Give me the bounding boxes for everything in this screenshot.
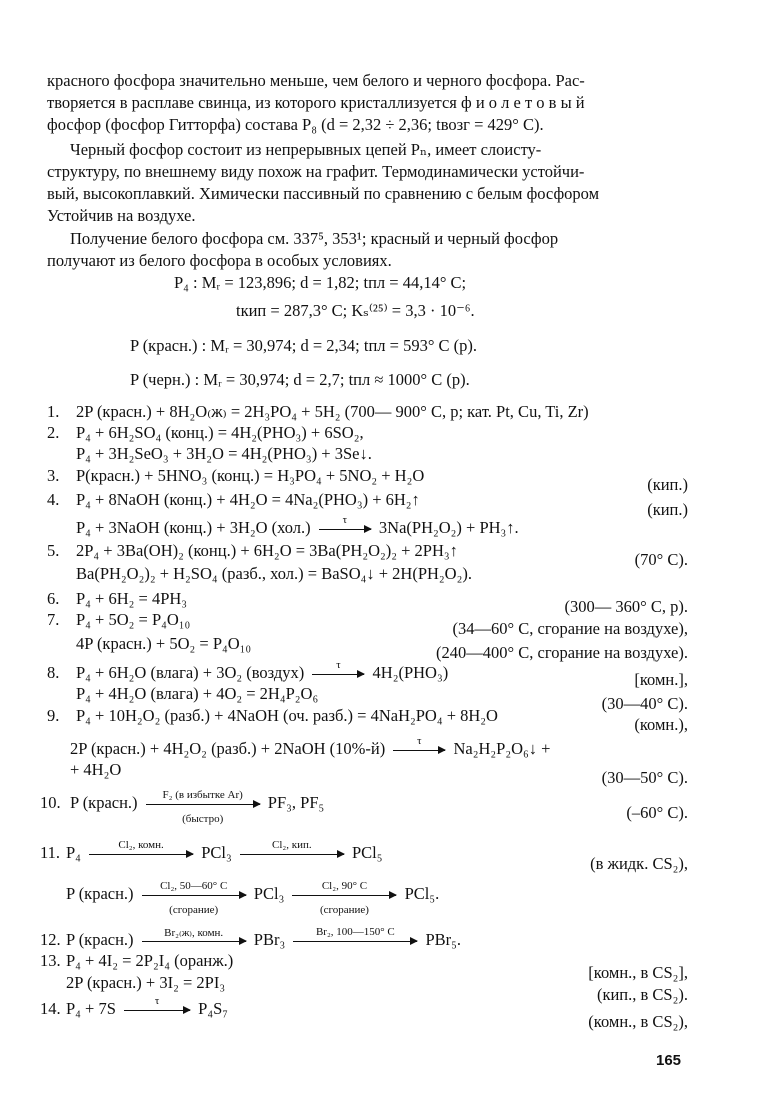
- reaction-number: 13.: [40, 951, 61, 970]
- reaction-9c-condition: (30—50° C).: [601, 768, 688, 787]
- reaction-5b: Ba(PH₂O₂)₂ + H₂SO₄ (разб., хол.) = BaSO₄↓ + 2H(PH₂O₂).: [76, 564, 472, 583]
- properties-black: P (черн.) : Mᵣ = 30,974; d = 2,7; tпл ≈ 1000° C (p).: [130, 370, 470, 389]
- reaction-6-condition: (300— 360° C, p).: [564, 597, 688, 616]
- reaction-6: P₄ + 6H₂ = 4PH₃: [76, 589, 188, 608]
- reaction-7a-condition: (34—60° C, сгорание на воздухе),: [452, 619, 688, 638]
- reaction-arrow: Cl₂, комн.: [89, 854, 193, 855]
- reaction-13a-condition: [комн., в CS₂],: [588, 963, 688, 982]
- reaction-arrow: τ: [319, 529, 371, 530]
- reaction-number: 2.: [47, 423, 60, 442]
- reaction-10-condition: (–60° C).: [626, 803, 688, 822]
- reaction-4a: P₄ + 8NaOH (конц.) + 4H₂O = 4Na₂(PHO₃) + 6H₂↑: [76, 490, 420, 509]
- reaction-10: P (красн.) F₂ (в избытке Ar) (быстро) PF₃, PF₅: [70, 788, 325, 825]
- reaction-5a: 2P₄ + 3Ba(OH)₂ (конц.) + 6H₂O = 3Ba(PH₂O₂)₂ + 2PH₃↑: [76, 541, 458, 560]
- reaction-arrow: Cl₂, кип.: [240, 854, 344, 855]
- reaction-8a-condition: [комн.],: [634, 670, 688, 689]
- reaction-number: 9.: [47, 706, 60, 725]
- reaction-11a-condition: (в жидк. CS₂),: [590, 854, 688, 873]
- reaction-1: 2P (красн.) + 8H₂O₍ж₎ = 2H₃PO₄ + 5H₂ (700— 900° C, p; кат. Pt, Cu, Ti, Zr): [76, 402, 589, 421]
- reaction-11b: P (красн.) Cl₂, 50—60° C (сгорание) PCl₃ Cl₂, 90° C (сгорание) PCl₅.: [66, 879, 440, 916]
- reaction-14-condition: (комн., в CS₂),: [588, 1012, 688, 1031]
- paragraph-line: фосфор (фосфор Гитторфа) состава P₈ (d = 2,32 ÷ 2,36; tвозг = 429° C).: [47, 115, 544, 134]
- reaction-13b: 2P (красн.) + 3I₂ = 2PI₃: [66, 973, 226, 992]
- reaction-number: 12.: [40, 930, 61, 949]
- reaction-number: 4.: [47, 490, 60, 509]
- paragraph-line: вый, высокоплавкий. Химически пассивный по сравнению с белым фосфором: [47, 184, 600, 203]
- reaction-number: 6.: [47, 589, 60, 608]
- reaction-number: 8.: [47, 663, 60, 682]
- reaction-arrow: τ: [393, 750, 445, 751]
- reaction-11a: P₄ Cl₂, комн. PCl₃ Cl₂, кип. PCl₅: [66, 838, 383, 862]
- reaction-2b: P₄ + 3H₂SeO₃ + 3H₂O = 4H₂(PHO₃) + 3Se↓.: [76, 444, 372, 463]
- reaction-4a-condition: (кип.): [647, 500, 688, 519]
- properties-red: P (красн.) : Mᵣ = 30,974; d = 2,34; tпл = 593° C (p).: [130, 336, 478, 355]
- reaction-arrow: Cl₂, 50—60° C (сгорание): [142, 895, 246, 896]
- reaction-number: 3.: [47, 466, 60, 485]
- properties-p4-line1: P₄ : Mᵣ = 123,896; d = 1,82; tпл = 44,14° C;: [174, 273, 467, 292]
- reaction-number: 1.: [47, 402, 60, 421]
- reaction-arrow: Br₂₍ж₎, комн.: [142, 941, 246, 942]
- reaction-7a: P₄ + 5O₂ = P₄O₁₀: [76, 610, 191, 629]
- paragraph-line: Черный фосфор состоит из непрерывных цепей Pₙ, имеет слоисту-: [70, 140, 542, 159]
- reaction-number: 14.: [40, 999, 61, 1018]
- paragraph-line: структуру, по внешнему виду похож на графит. Термодинамически устойчи-: [47, 162, 585, 181]
- reaction-5a-condition: (70° C).: [634, 550, 688, 569]
- reaction-number: 11.: [40, 843, 61, 862]
- page-number: 165: [656, 1052, 682, 1069]
- reaction-7b: 4P (красн.) + 5O₂ = P₄O₁₀: [76, 634, 252, 653]
- reaction-number: 5.: [47, 541, 60, 560]
- reaction-3: P(красн.) + 5HNO₃ (конц.) = H₃PO₄ + 5NO₂ + H₂O: [76, 466, 425, 485]
- reaction-9b: 2P (красн.) + 4H₂O₂ (разб.) + 2NaOH (10%-й) τ Na₂H₂P₂O₆↓ +: [70, 734, 551, 758]
- reaction-7b-condition: (240—400° C, сгорание на воздухе).: [436, 643, 688, 662]
- reaction-number: 7.: [47, 610, 60, 629]
- paragraph-line: Получение белого фосфора см. 337⁵, 353¹; красный и черный фосфор: [70, 229, 559, 248]
- reaction-3-condition: (кип.): [647, 475, 688, 494]
- properties-p4-line2: tкип = 287,3° C; Kₛ⁽²⁵⁾ = 3,3 · 10⁻⁶.: [236, 301, 475, 320]
- reaction-arrow: τ: [124, 1010, 190, 1011]
- reaction-arrow: Cl₂, 90° C (сгорание): [292, 895, 396, 896]
- reaction-8b-condition: (30—40° C).: [601, 694, 688, 713]
- reaction-12: P (красн.) Br₂₍ж₎, комн. PBr₃ Br₂, 100—150° C PBr₅.: [66, 925, 462, 949]
- reaction-9a: P₄ + 10H₂O₂ (разб.) + 4NaOH (оч. разб.) = 4NaH₂PO₄ + 8H₂O: [76, 706, 498, 725]
- reaction-13b-condition: (кип., в CS₂).: [596, 985, 688, 1004]
- reaction-arrow: F₂ (в избытке Ar) (быстро): [146, 804, 260, 805]
- paragraph-line: творяется в расплаве свинца, из которого кристаллизуется ф и о л е т о в ы й: [47, 93, 585, 112]
- reaction-arrow: Br₂, 100—150° C: [293, 941, 417, 942]
- reaction-13a: P₄ + 4I₂ = 2P₂I₄ (оранж.): [66, 951, 234, 970]
- paragraph-line: получают из белого фосфора в особых условиях.: [47, 251, 392, 270]
- paragraph-line: Устойчив на воздухе.: [47, 206, 196, 225]
- reaction-arrow: τ: [312, 674, 364, 675]
- reaction-8b: P₄ + 4H₂O (влага) + 4O₂ = 2H₄P₂O₆: [76, 684, 319, 703]
- reaction-9c: + 4H₂O: [70, 760, 122, 779]
- reaction-14: P₄ + 7S τ P₄S₇: [66, 994, 229, 1018]
- reaction-4b: P₄ + 3NaOH (конц.) + 3H₂O (хол.) τ 3Na(PH₂O₂) + PH₃↑.: [76, 513, 519, 537]
- paragraph-line: красного фосфора значительно меньше, чем белого и черного фосфора. Рас-: [47, 71, 585, 90]
- reaction-number: 10.: [40, 793, 61, 812]
- reaction-9a-condition: (комн.),: [634, 715, 688, 734]
- reaction-2a: P₄ + 6H₂SO₄ (конц.) = 4H₂(PHO₃) + 6SO₂,: [76, 423, 364, 442]
- reaction-8a: P₄ + 6H₂O (влага) + 3O₂ (воздух) τ 4H₂(PHO₃): [76, 658, 449, 682]
